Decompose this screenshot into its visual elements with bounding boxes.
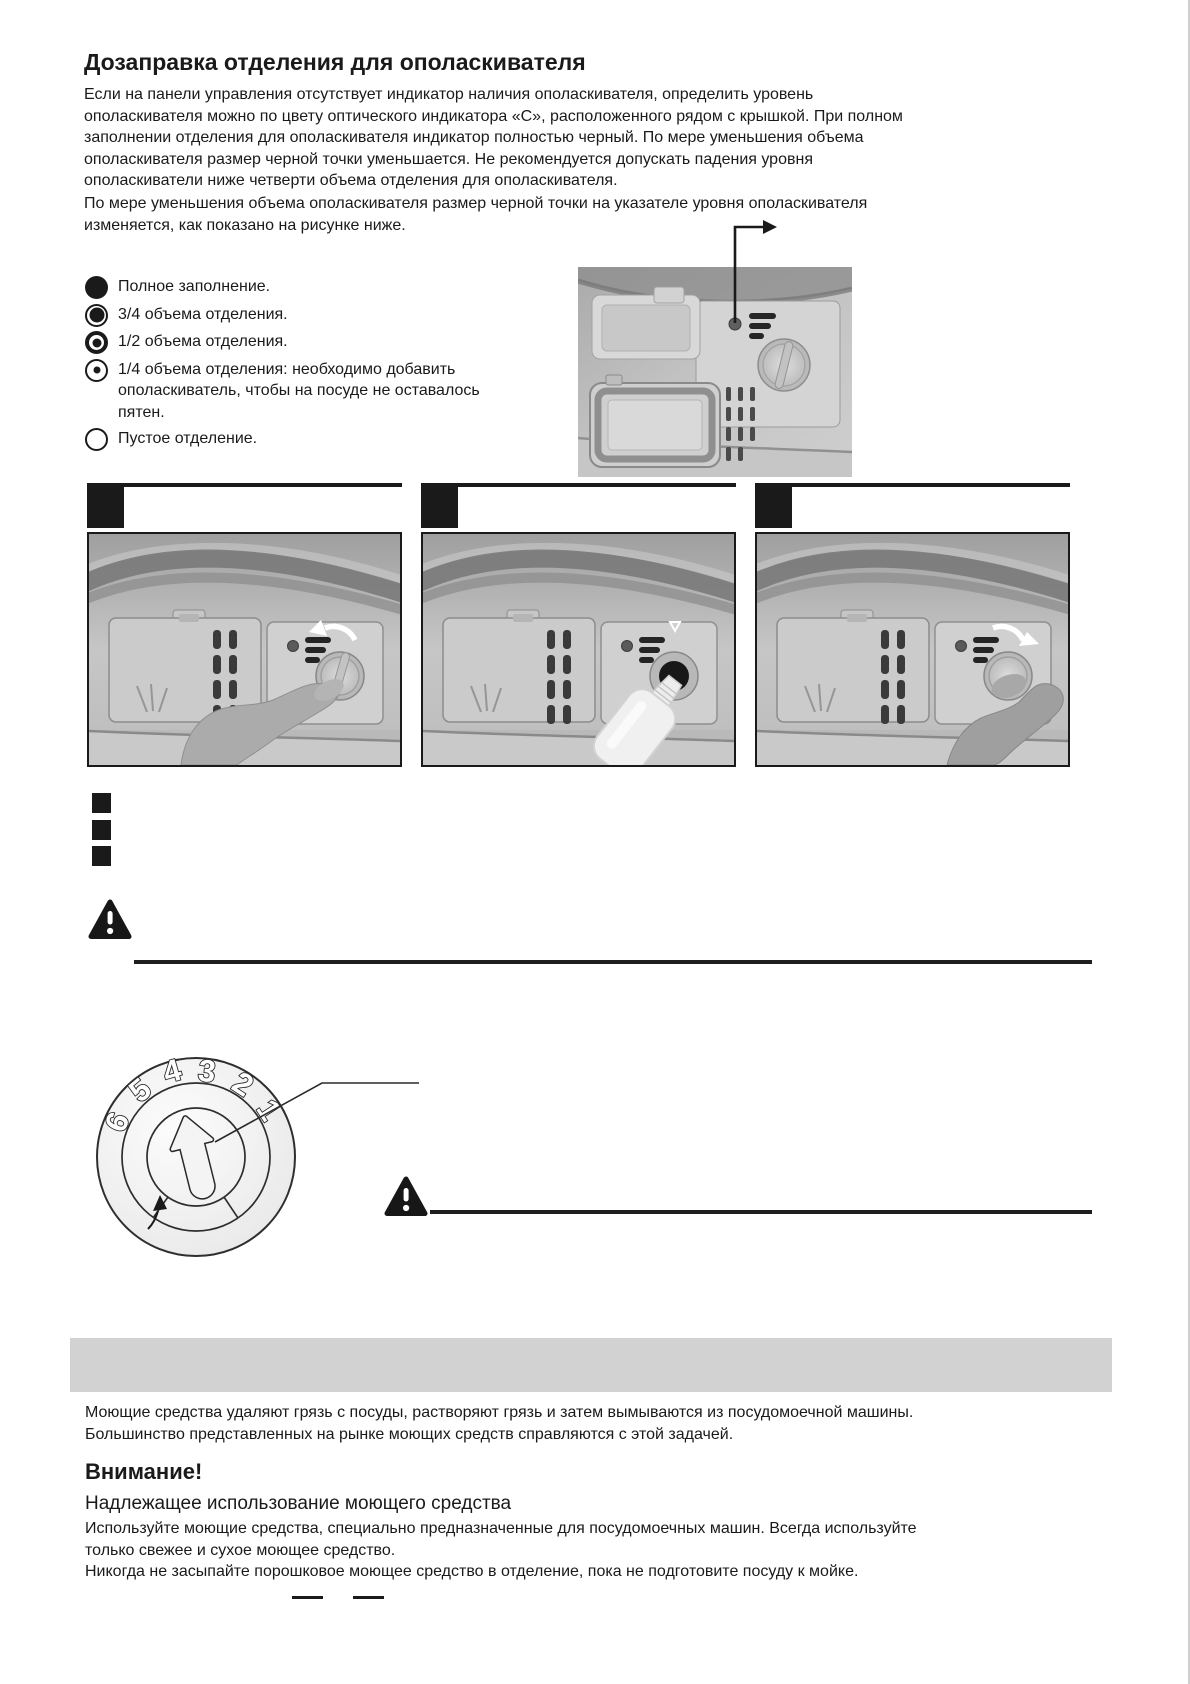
step-photo-1-illustration [89,534,400,765]
step-marker-square [755,483,792,528]
step-photo-3-illustration [757,534,1068,765]
usage-paragraph [85,1518,917,1583]
step-marker-square [421,483,458,528]
section-header-bar [70,1338,1112,1392]
dispenser-photo [578,267,852,477]
half-circle-icon [85,331,108,354]
warning-triangle-icon [384,1175,428,1217]
step-photo-1 [87,532,402,767]
step-panel-1 [87,483,402,767]
list-item [85,331,525,354]
list-item-label: Пустое отделение. [118,429,258,447]
page-title: Дозаправка отделения для ополаскивателя [84,49,586,75]
panel-top-rule [421,483,736,487]
attention-heading: Внимание! [85,1459,203,1484]
panel-top-rule [755,483,1070,487]
warning-triangle-icon [88,898,132,940]
redacted-text-line [430,1210,1092,1214]
bullet-square [92,846,111,866]
dial-number: 2 [226,1064,260,1104]
text-line: ополаскивателя размер черной точки уменьшается. Не рекомендуется допускать падения уровня [84,150,813,168]
list-item [85,276,525,299]
list-item-label: 1/4 объема отделения: необходимо добавить [118,360,456,378]
text-line: Моющие средства удаляют грязь с посуды, растворяют грязь и затем вымываются из посудомоечной машины. [85,1404,914,1421]
step-photo-2-illustration [423,534,734,765]
detergent-paragraph [85,1402,913,1445]
step-marker-square [87,483,124,528]
empty-circle-icon [85,428,108,451]
list-item-label: пятен. [118,403,165,421]
list-item-label: Полное заполнение. [118,278,271,295]
intro-paragraph-1 [84,84,903,192]
panel-top-rule [87,483,402,487]
dial-number: 6 [97,1107,137,1137]
list-item [85,359,525,424]
quarter-circle-icon [85,359,108,382]
bullet-square [92,820,111,840]
blank-underline [353,1596,384,1599]
list-item [85,304,525,327]
blank-underline [292,1596,323,1599]
dial-number: 5 [122,1071,158,1109]
list-item-label: 1/2 объема отделения. [118,333,288,350]
list-item-label: ополаскиватель, чтобы на посуде не оставалось [118,382,480,399]
callout-arrow-icon [723,215,779,325]
text-line: Большинство представленных на рынке моющих средств справляются с этой задачей. [85,1425,734,1443]
text-line: ополаскивателя можно по цвету оптического индикатора «С», расположенного рядом с крышкой. При полном [84,107,903,125]
text-line: По мере уменьшения объема ополаскивателя размер черной точки на указателе уровня ополаскивателя [84,195,868,212]
rinse-level-list [85,276,525,455]
list-item [85,428,525,451]
step-photo-2 [421,532,736,767]
step-panel-3 [755,483,1070,767]
dial-figure [90,1048,435,1264]
text-line: только свежее и сухое моющее средство. [85,1541,396,1559]
step-photo-3 [755,532,1070,767]
redacted-text-line [134,960,1092,964]
dial-number: 1 [249,1093,289,1127]
text-line: заполнении отделения для ополаскивателя индикатор полностью черный. По мере уменьшения объема [84,129,864,146]
text-line: ополаскиватели ниже четверти объема отделения для ополаскивателя. [84,172,618,189]
list-item-label: 3/4 объема отделения. [118,305,288,323]
dial-number: 4 [158,1051,186,1091]
text-line: Никогда не засыпайте порошковое моющее средство в отделение, пока не подготовите посуду к мойке. [85,1563,859,1580]
step-panel-2 [421,483,736,767]
text-line: Если на панели управления отсутствует индикатор наличия ополаскивателя, определить уровень [84,86,814,103]
text-line: изменяется, как показано на рисунке ниже. [84,216,406,234]
three-quarter-circle-icon [85,304,108,327]
full-circle-icon [85,276,108,299]
bullet-square [92,793,111,813]
dial-number: 3 [196,1052,218,1090]
dispenser-photo-illustration [578,267,852,477]
proper-use-subheading: Надлежащее использование моющего средства [85,1493,512,1514]
text-line: Используйте моющие средства, специально предназначенные для посудомоечных машин. Всегда используйте [85,1520,917,1537]
